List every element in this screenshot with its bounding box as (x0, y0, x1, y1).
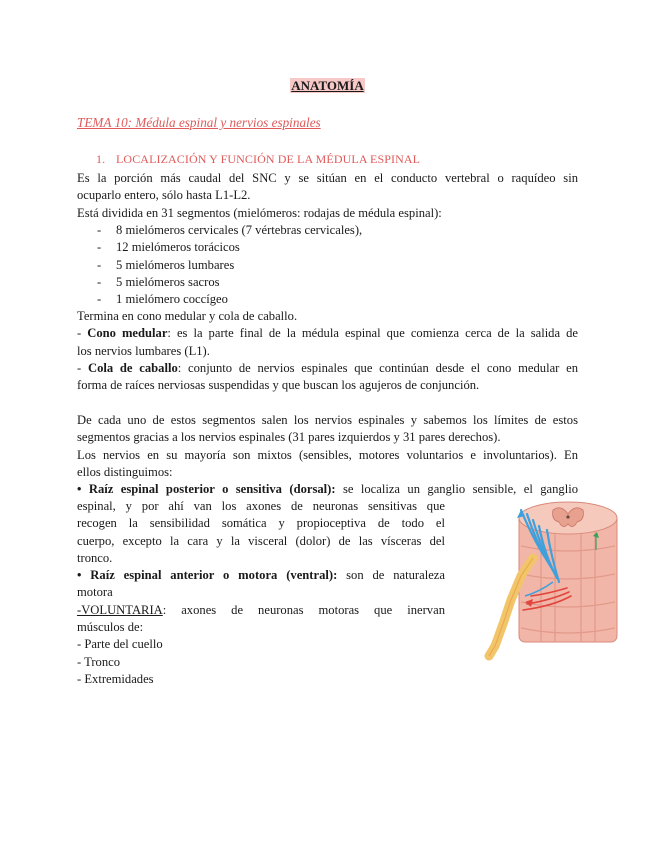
cono-cola-paragraph: Termina en cono medular y cola de caballo. - Cono medular: es la parte final de la médula espinal que comienza cerca de la salida de los nervios lumbares (L1). - Cola de caballo: conjunto de nervios espinales que continúan desde el cono medular en forma de raíces nerviosas suspendidas y que buscan los agujeros de conjunción. (77, 309, 578, 393)
list-item: - Extremidades (77, 671, 154, 686)
list-item: - 5 mielómeros sacros (97, 274, 220, 289)
segments-list (97, 222, 362, 308)
section-heading: 1. LOCALIZACIÓN Y FUNCIÓN DE LA MÉDULA ESPINAL (96, 152, 421, 166)
list-item: - 8 mielómeros cervicales (7 vértebras cervicales), (97, 223, 363, 237)
raiz-posterior-continuation: espinal, y por ahí van los axones de neuronas sensitivas que recogen la sensibilidad somática y propioceptiva de todo el cuerpo, excepto la cara y la visceral (dolor) de las vísceras del tronco. • Raíz espinal anterior o motora (ventral): son de naturaleza motora -VOLUNTARIA: axones de neuronas motoras que inervan músculos de: - Parte del cuello - Tronco - Extremidades (77, 498, 445, 688)
tema-heading: TEMA 10: Médula espinal y nervios espinales (77, 115, 321, 130)
list-item: - 1 mielómero coccígeo (97, 292, 228, 307)
list-item: - 5 mielómeros lumbares (97, 257, 235, 272)
list-item: - 12 mielómeros torácicos (97, 240, 240, 255)
spinal-cord-segment-illustration (481, 496, 631, 661)
intro-paragraph: Es la porción más caudal del SNC y se sitúan en el conducto vertebral o raquídeo sin ocuparlo entero, sólo hasta L1-L2. Está dividida en 31 segmentos (mielómeros: rodajas de médula espinal): (77, 171, 578, 220)
page-title: ANATOMÍA (291, 78, 364, 93)
list-item: - Tronco (77, 654, 121, 669)
raiz-posterior-paragraph: • Raíz espinal posterior o sensitiva (dorsal): se localiza un ganglio sensible, el ganglio (77, 482, 579, 496)
list-item: - Parte del cuello (77, 637, 163, 652)
nervios-paragraph: De cada uno de estos segmentos salen los nervios espinales y sabemos los límites de estos segmentos gracias a los nervios espinales (31 pares izquierdos y 31 pares derechos). Los nervios en su mayoría son mixtos (sensibles, motores voluntarios e involuntarios). En ellos distinguimos: (77, 413, 578, 479)
